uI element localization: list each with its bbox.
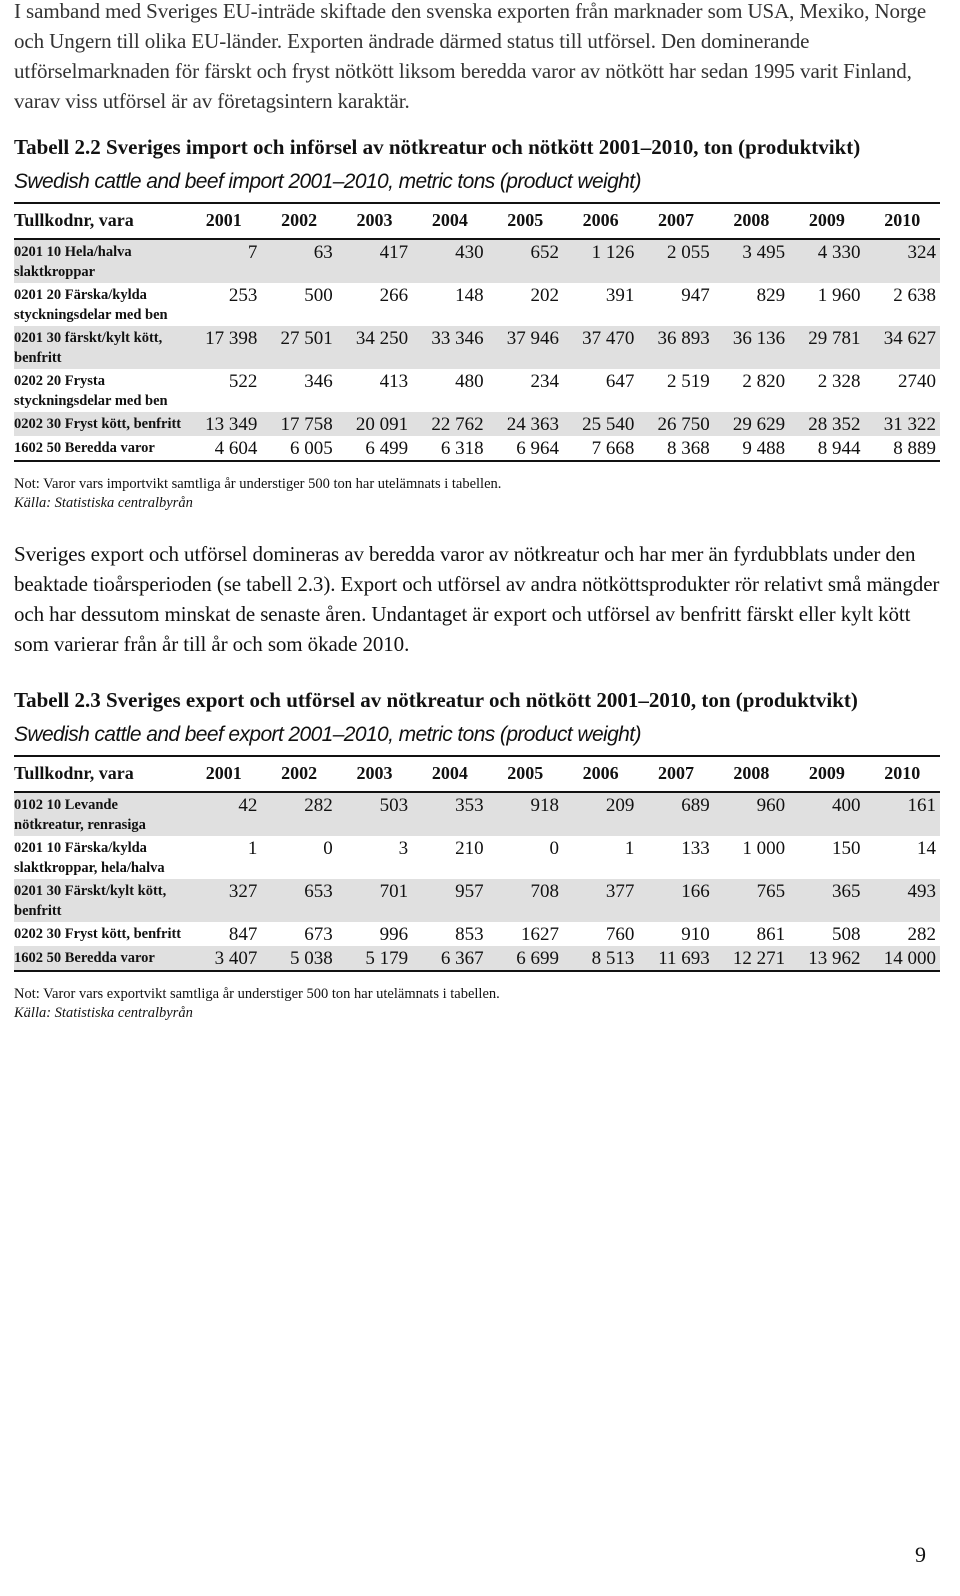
intro-paragraph: I samband med Sveriges EU-inträde skiftade den svenska exporten från marknader som USA, Mexiko, Norge och Ungern till olika EU-länder. Exporten ändrade därmed status till utförsel. Den dominerande utförselmarknaden för färskt och fryst nötkött liksom beredda varor av nötkött har sedan 1995 varit Finland, varav viss utförsel är av företagsintern karaktär. (14, 0, 927, 113)
table-row (14, 283, 940, 326)
table-cell: 36 893 (638, 326, 713, 369)
table-cell: 8 368 (638, 436, 713, 461)
table-cell: 0 (323, 838, 333, 859)
table-cell: 346 (304, 371, 333, 392)
table-row (14, 836, 940, 879)
table-cell: 1 000 (742, 838, 786, 859)
table-cell: 522 (228, 371, 258, 392)
table-cell: 7 668 (563, 436, 638, 461)
table-cell: 2740 (898, 371, 936, 392)
table-cell: 5 179 (337, 946, 412, 971)
export-paragraph: Sveriges export och utförsel domineras av beredda varor av nötkreatur och har mer än fyrdubblats under den beaktade tioårsperioden (se tabell 2.3). Export och utförsel av andra nötköttsprodukter rör relativt små mängder och har dessutom minskat de senaste åren. Undantaget är export och utförsel av benfritt färskt eller kylt kött som varierar från år till år och som ökade 2010. (14, 542, 940, 656)
table-cell: 8 944 (789, 436, 864, 461)
row-label: 0102 10 Levande nötkreatur, renrasiga (14, 792, 186, 836)
table-cell: 861 (756, 924, 786, 945)
column-header-label: Tullkodnr, vara (14, 756, 186, 792)
table-row (14, 792, 940, 836)
table-row (14, 922, 940, 946)
table-cell: 3 407 (186, 946, 261, 971)
table-cell: 5 038 (261, 946, 336, 971)
row-label: 0201 10 Hela/halva slaktkroppar (14, 239, 186, 283)
table-cell: 17 758 (261, 412, 336, 436)
table-cell: 28 352 (789, 412, 864, 436)
table-cell: 493 (865, 879, 940, 922)
column-header-year: 2006 (563, 203, 638, 239)
table-cell: 24 363 (488, 412, 563, 436)
table-2-2-block (14, 132, 946, 513)
table-cell: 4 330 (789, 239, 864, 283)
table-2-3-note: Not: Varor vars exportvikt samtliga år understiger 500 ton har utelämnats i tabellen. (14, 986, 500, 1002)
column-header-year: 2004 (412, 756, 487, 792)
table-cell: 324 (865, 239, 940, 283)
table-2-3-subtitle: Swedish cattle and beef export 2001–2010, metric tons (product weight) (14, 723, 641, 746)
column-header-year: 2007 (638, 756, 713, 792)
table-cell: 13 962 (789, 946, 864, 971)
table-cell: 6 499 (337, 436, 412, 461)
table-cell: 27 501 (261, 326, 336, 369)
table-cell: 6 699 (488, 946, 563, 971)
table-cell: 29 629 (714, 412, 789, 436)
row-label: 0202 30 Fryst kött, benfritt (14, 412, 186, 436)
table-cell: 853 (455, 924, 484, 945)
table-2-2-subtitle: Swedish cattle and beef import 2001–2010, metric tons (product weight) (14, 170, 641, 193)
import-table (14, 202, 940, 462)
table-cell: 8 889 (865, 436, 940, 461)
row-label: 0201 10 Färska/kylda slaktkroppar, hela/halva (14, 840, 165, 876)
table-cell: 1 960 (817, 285, 861, 306)
table-cell: 253 (228, 285, 258, 306)
table-cell: 417 (337, 239, 412, 283)
table-cell: 133 (681, 838, 710, 859)
table-cell: 37 470 (563, 326, 638, 369)
table-cell: 765 (714, 879, 789, 922)
table-cell: 508 (832, 924, 861, 945)
table-cell: 500 (304, 285, 333, 306)
table-cell: 353 (412, 792, 487, 836)
table-cell: 13 349 (186, 412, 261, 436)
table-cell: 760 (605, 924, 635, 945)
table-cell: 327 (186, 879, 261, 922)
table-cell: 829 (756, 285, 786, 306)
column-header-year: 2010 (865, 756, 940, 792)
table-cell: 0 (549, 838, 559, 859)
table-cell: 6 318 (412, 436, 487, 461)
table-cell: 234 (530, 371, 559, 392)
table-cell: 6 005 (261, 436, 336, 461)
table-cell: 910 (681, 924, 710, 945)
table-cell: 26 750 (638, 412, 713, 436)
table-cell: 12 271 (714, 946, 789, 971)
table-cell: 1 126 (563, 239, 638, 283)
column-header-year: 2002 (261, 203, 336, 239)
table-row (14, 879, 940, 922)
table-cell: 480 (455, 371, 484, 392)
table-cell: 647 (605, 371, 635, 392)
table-cell: 1627 (520, 924, 559, 945)
table-cell: 209 (563, 792, 638, 836)
export-table (14, 755, 940, 972)
table-cell: 11 693 (638, 946, 713, 971)
table-cell: 36 136 (714, 326, 789, 369)
table-cell: 22 762 (412, 412, 487, 436)
table-cell: 652 (488, 239, 563, 283)
table-cell: 29 781 (789, 326, 864, 369)
table-cell: 14 (917, 838, 936, 859)
table-cell: 3 (398, 838, 409, 859)
table-cell: 2 638 (893, 285, 936, 306)
table-cell: 2 519 (666, 371, 710, 392)
column-header-year: 2006 (563, 756, 638, 792)
table-cell: 9 488 (714, 436, 789, 461)
table-cell: 14 000 (865, 946, 940, 971)
column-header-year: 2009 (789, 756, 864, 792)
table-cell: 708 (488, 879, 563, 922)
table-cell: 17 398 (186, 326, 261, 369)
table-cell: 2 055 (638, 239, 713, 283)
column-header-year: 2008 (714, 203, 789, 239)
row-label: 0201 30 Färskt/kylt kött, benfritt (14, 879, 186, 922)
table-row (14, 239, 940, 283)
column-header-year: 2001 (186, 203, 261, 239)
column-header-year: 2010 (865, 203, 940, 239)
column-header-year: 2002 (261, 756, 336, 792)
page-number: 9 (915, 1542, 926, 1567)
table-cell: 377 (563, 879, 638, 922)
table-cell: 413 (379, 371, 409, 392)
table-2-3-source: Källa: Statistiska centralbyrån (14, 1005, 193, 1021)
table-cell: 63 (261, 239, 336, 283)
table-cell: 4 604 (186, 436, 261, 461)
table-cell: 701 (337, 879, 412, 922)
table-header-row (14, 756, 940, 792)
column-header-year: 2004 (412, 203, 487, 239)
table-cell: 400 (789, 792, 864, 836)
table-cell: 33 346 (412, 326, 487, 369)
column-header-year: 2008 (714, 756, 789, 792)
table-2-3-title: Tabell 2.3 Sveriges export och utförsel av nötkreatur och nötkött 2001–2010, ton (produktvikt) (14, 688, 858, 712)
table-cell: 673 (304, 924, 333, 945)
row-label: 0201 20 Färska/kylda styckningsdelar med ben (14, 287, 168, 323)
table-cell: 161 (865, 792, 940, 836)
row-label: 1602 50 Beredda varor (14, 946, 186, 971)
row-label: 0202 30 Fryst kött, benfritt (14, 926, 182, 942)
column-header-label: Tullkodnr, vara (14, 203, 186, 239)
table-cell: 391 (605, 285, 635, 306)
table-cell: 25 540 (563, 412, 638, 436)
table-cell: 37 946 (488, 326, 563, 369)
table-cell: 8 513 (563, 946, 638, 971)
table-cell: 365 (789, 879, 864, 922)
table-cell: 996 (379, 924, 409, 945)
column-header-year: 2003 (337, 756, 412, 792)
table-cell: 847 (228, 924, 258, 945)
table-cell: 960 (714, 792, 789, 836)
table-cell: 166 (638, 879, 713, 922)
column-header-year: 2003 (337, 203, 412, 239)
table-2-2-note: Not: Varor vars importvikt samtliga år understiger 500 ton har utelämnats i tabellen. (14, 476, 502, 492)
table-cell: 2 328 (817, 371, 861, 392)
table-row (14, 412, 940, 436)
table-cell: 210 (455, 838, 484, 859)
table-row (14, 369, 940, 412)
table-cell: 31 322 (865, 412, 940, 436)
table-row (14, 436, 940, 461)
table-row (14, 326, 940, 369)
table-cell: 6 367 (412, 946, 487, 971)
column-header-year: 2001 (186, 756, 261, 792)
column-header-year: 2005 (488, 756, 563, 792)
column-header-year: 2009 (789, 203, 864, 239)
table-cell: 503 (337, 792, 412, 836)
table-cell: 20 091 (337, 412, 412, 436)
table-cell: 150 (832, 838, 861, 859)
table-cell: 689 (638, 792, 713, 836)
table-cell: 3 495 (714, 239, 789, 283)
table-cell: 202 (530, 285, 559, 306)
table-cell: 282 (907, 924, 936, 945)
table-cell: 148 (455, 285, 484, 306)
table-cell: 2 820 (742, 371, 786, 392)
table-2-3-block (14, 685, 946, 1023)
table-cell: 282 (261, 792, 336, 836)
table-cell: 34 250 (337, 326, 412, 369)
table-cell: 918 (488, 792, 563, 836)
row-label: 1602 50 Beredda varor (14, 436, 186, 461)
table-2-2-source: Källa: Statistiska centralbyrån (14, 495, 193, 511)
table-cell: 957 (412, 879, 487, 922)
row-label: 0201 30 färskt/kylt kött, benfritt (14, 326, 186, 369)
table-cell: 7 (186, 239, 261, 283)
table-cell: 6 964 (488, 436, 563, 461)
table-2-2-title: Tabell 2.2 Sveriges import och införsel av nötkreatur och nötkött 2001–2010, ton (produktvikt) (14, 135, 861, 159)
table-cell: 34 627 (865, 326, 940, 369)
table-cell: 42 (186, 792, 261, 836)
table-cell: 1 (624, 838, 635, 859)
table-row (14, 946, 940, 971)
table-cell: 653 (261, 879, 336, 922)
column-header-year: 2005 (488, 203, 563, 239)
row-label: 0202 20 Frysta styckningsdelar med ben (14, 373, 168, 409)
column-header-year: 2007 (638, 203, 713, 239)
table-cell: 1 (247, 838, 258, 859)
table-cell: 430 (412, 239, 487, 283)
document-page (14, 0, 946, 1023)
table-cell: 266 (379, 285, 409, 306)
table-cell: 947 (681, 285, 710, 306)
table-header-row (14, 203, 940, 239)
